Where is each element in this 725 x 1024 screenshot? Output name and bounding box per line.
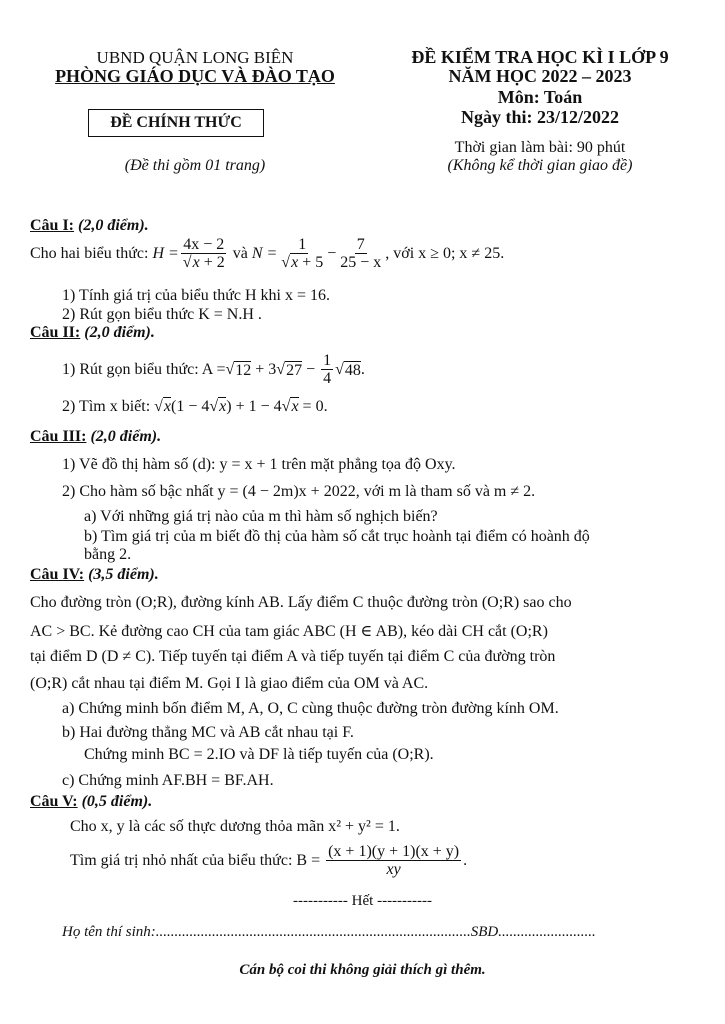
n-fraction-2 bbox=[338, 236, 383, 272]
q3-label: Câu III: bbox=[30, 428, 87, 445]
n1-numerator: 1 bbox=[298, 236, 307, 253]
q3-title bbox=[30, 428, 161, 446]
duration: Thời gian làm bài: 90 phút bbox=[454, 139, 626, 156]
h-den-radicand: x bbox=[192, 254, 200, 271]
q2-p1-r1: 12 bbox=[235, 361, 252, 379]
q3-part2a: a) Với những giá trị nào của m thì hàm số nghịch biến? bbox=[84, 508, 438, 525]
h-numerator: 4x − 2 bbox=[183, 236, 225, 253]
n1-den-radicand: x bbox=[291, 254, 299, 271]
q2-p1-r2: 27 bbox=[286, 361, 303, 379]
q2-title bbox=[30, 324, 155, 342]
q5-l2-end: . bbox=[463, 852, 468, 869]
n2-numerator: 7 bbox=[356, 236, 365, 253]
q1-expressions bbox=[30, 236, 504, 272]
q5-line2 bbox=[70, 843, 467, 879]
q2-p2-pre: 2) Tìm x biết: bbox=[62, 398, 155, 415]
q2-p1-mid: + 3 bbox=[251, 361, 277, 378]
q4-title bbox=[30, 566, 159, 584]
q4-part-c: c) Chứng minh AF.BH = BF.AH. bbox=[62, 772, 274, 789]
n1-den-tail: + 5 bbox=[302, 254, 324, 271]
n1-denominator: √x + 5 bbox=[281, 254, 324, 271]
q4-part-b2: Chứng minh BC = 2.IO và DF là tiếp tuyến của (O;R). bbox=[84, 746, 434, 763]
h-eq: H = bbox=[152, 245, 179, 262]
school-year: NĂM HỌC 2022 – 2023 bbox=[448, 66, 632, 86]
n-fraction-1 bbox=[279, 236, 325, 272]
q1-title bbox=[30, 217, 149, 235]
q4-line4: (O;R) cắt nhau tại điểm M. Gọi I là giao điểm của OM và AC. bbox=[30, 675, 429, 692]
q2-p1-end: . bbox=[360, 361, 365, 378]
department-name-text: PHÒNG GIÁO DỤC VÀ ĐÀO TẠO bbox=[55, 66, 335, 86]
h-den-tail: + 2 bbox=[203, 254, 225, 271]
q2-p2-r1: x bbox=[163, 398, 172, 415]
and-word: và bbox=[232, 245, 248, 262]
q1-intro: Cho hai biểu thức: bbox=[30, 245, 149, 262]
q2-p1-pre: 1) Rút gọn biểu thức: A = bbox=[62, 361, 226, 378]
q5-denominator: xy bbox=[386, 861, 401, 878]
q2-p2-end: = 0. bbox=[298, 398, 328, 415]
official-exam-box: ĐỀ CHÍNH THỨC bbox=[88, 109, 264, 137]
q3-part2b-line2: bằng 2. bbox=[84, 546, 132, 563]
q5-l2-pre: Tìm giá trị nhỏ nhất của biểu thức: B = bbox=[70, 852, 321, 869]
district-name: UBND QUẬN LONG BIÊN bbox=[96, 48, 294, 67]
q4-part-b1: b) Hai đường thẳng MC và AB cắt nhau tại F. bbox=[62, 724, 354, 741]
n-minus: − bbox=[327, 245, 337, 262]
exam-title: ĐỀ KIỂM TRA HỌC KÌ I LỚP 9 bbox=[411, 47, 669, 67]
q1-label: Câu I: bbox=[30, 217, 75, 234]
q5-fraction bbox=[326, 843, 461, 879]
header-right bbox=[375, 48, 705, 127]
q2-label: Câu II: bbox=[30, 324, 81, 341]
subject: Môn: Toán bbox=[497, 87, 583, 107]
q2-p2-mid2: ) + 1 − 4 bbox=[226, 398, 282, 415]
duration-note: (Không kể thời gian giao đề) bbox=[447, 157, 633, 174]
page-count-note: (Đề thi gồm 01 trang) bbox=[124, 157, 266, 174]
q5-line1: Cho x, y là các số thực dương thỏa mãn x² + y² = 1. bbox=[70, 818, 400, 835]
q2-p2-r3: x bbox=[291, 398, 299, 415]
q1-part1: 1) Tính giá trị của biểu thức H khi x = 16. bbox=[62, 287, 331, 304]
header-left bbox=[30, 48, 360, 86]
n2-denominator: 25 − x bbox=[340, 254, 382, 271]
n-eq: N = bbox=[251, 245, 278, 262]
q2-p1-frac-den: 4 bbox=[323, 370, 332, 387]
q3-part2b-line1: b) Tìm giá trị của m biết đồ thị của hàm số cắt trục hoành tại điểm có hoành độ bbox=[84, 528, 590, 545]
q4-line3: tại điểm D (D ≠ C). Tiếp tuyến tại điểm A và tiếp tuyến tại điểm C của đường tròn bbox=[30, 648, 556, 665]
q2-points: (2,0 điểm). bbox=[84, 324, 155, 341]
q2-p2-r2: x bbox=[219, 398, 227, 415]
q5-label: Câu V: bbox=[30, 793, 78, 810]
q3-part1: 1) Vẽ đồ thị hàm số (d): y = x + 1 trên mặt phẳng tọa độ Oxy. bbox=[62, 456, 456, 473]
proctor-note: Cán bộ coi thi không giải thích gì thêm. bbox=[239, 962, 486, 978]
q2-p1-frac-num: 1 bbox=[323, 352, 332, 369]
department-name bbox=[30, 67, 360, 86]
q1-condition: , với x ≥ 0; x ≠ 25. bbox=[385, 245, 505, 262]
q4-line1: Cho đường tròn (O;R), đường kính AB. Lấy điểm C thuộc đường tròn (O;R) sao cho bbox=[30, 594, 572, 611]
candidate-info-line: Họ tên thí sinh:....................................................................................SBD.......................... bbox=[62, 924, 596, 940]
q4-part-a: a) Chứng minh bốn điểm M, A, O, C cùng thuộc đường tròn đường kính OM. bbox=[62, 700, 559, 717]
q4-points: (3,5 điểm). bbox=[88, 566, 159, 583]
end-mark: ----------- Hết ----------- bbox=[292, 893, 433, 909]
q2-p1-r3: 48 bbox=[344, 361, 361, 379]
h-fraction bbox=[181, 236, 227, 272]
q1-points: (2,0 điểm). bbox=[78, 217, 149, 234]
q2-p1-minus: − bbox=[302, 361, 320, 378]
q2-p1-fraction bbox=[321, 352, 333, 388]
q2-p2-mid1: (1 − 4 bbox=[171, 398, 210, 415]
exam-date: Ngày thi: 23/12/2022 bbox=[460, 107, 619, 127]
q4-line2: AC > BC. Kẻ đường cao CH của tam giác ABC (H ∈ AB), kéo dài CH cắt (O;R) bbox=[30, 623, 548, 640]
q2-part2: 2) Tìm x biết: √x(1 − 4√x) + 1 − 4√x = 0. bbox=[62, 398, 328, 415]
q1-part2: 2) Rút gọn biểu thức K = N.H . bbox=[62, 306, 262, 323]
q3-points: (2,0 điểm). bbox=[90, 428, 162, 445]
q3-part2: 2) Cho hàm số bậc nhất y = (4 − 2m)x + 2022, với m là tham số và m ≠ 2. bbox=[62, 483, 536, 500]
q5-title bbox=[30, 793, 152, 811]
q5-points: (0,5 điểm). bbox=[81, 793, 153, 810]
q4-label: Câu IV: bbox=[30, 566, 85, 583]
q5-numerator: (x + 1)(y + 1)(x + y) bbox=[328, 843, 460, 860]
q2-part1: 1) Rút gọn biểu thức: A = √ 12 + 3 √ 27 − $\frac{1}{4}$ √ 48 . bbox=[62, 352, 365, 387]
h-denominator: √x + 2 bbox=[182, 254, 225, 271]
